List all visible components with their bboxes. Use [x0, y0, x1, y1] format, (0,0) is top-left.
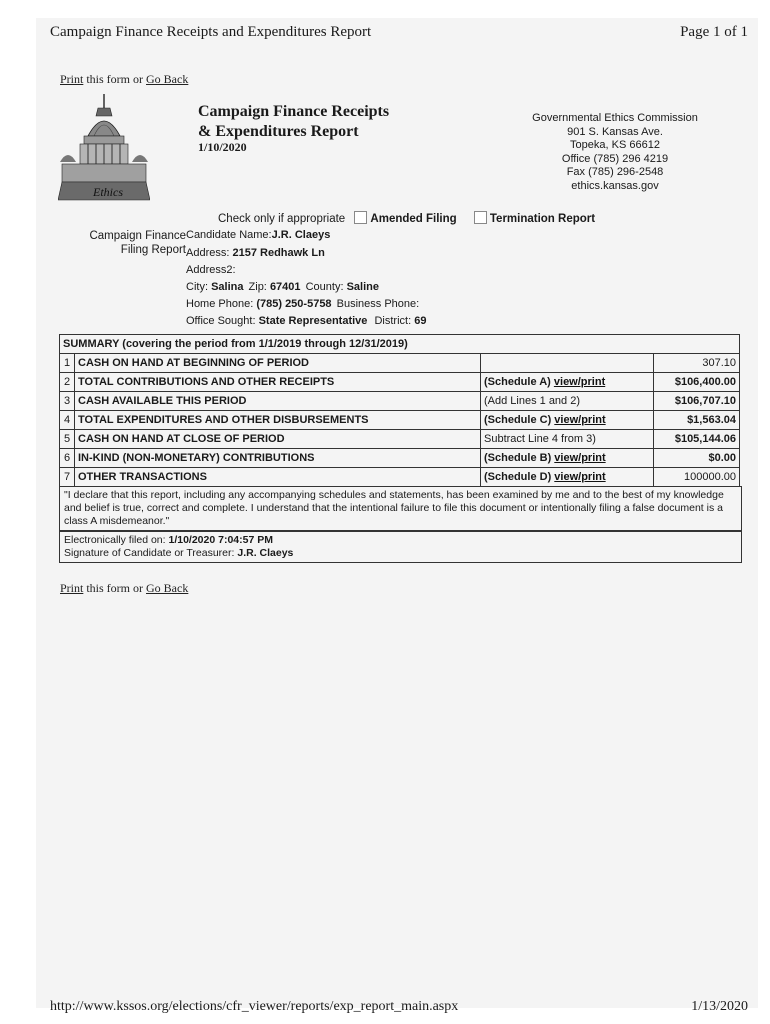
schedule-text: Subtract Line 4 from 3) — [484, 433, 596, 445]
top-nav — [60, 72, 188, 87]
report-date: 1/10/2020 — [198, 140, 247, 154]
nav-text-bottom: this form or — [83, 581, 147, 595]
summary-schedule-cell — [481, 354, 654, 373]
filing-report-label-line1: Campaign Finance — [89, 230, 186, 242]
filing-report-label — [86, 229, 186, 257]
check-prefix: Check only if appropriate — [218, 213, 346, 225]
termination-report-checkbox[interactable] — [474, 211, 487, 224]
candidate-address: 2157 Redhawk Ln — [232, 247, 325, 259]
summary-amount: $0.00 — [654, 449, 740, 468]
candidate-address2-line — [186, 264, 236, 276]
schedule-text: (Schedule D) — [484, 471, 555, 483]
schedule-view-print-link[interactable]: view/print — [554, 471, 606, 483]
summary-line-number: 6 — [60, 449, 75, 468]
summary-line-label: CASH AVAILABLE THIS PERIOD — [75, 392, 481, 411]
district-value: 69 — [414, 315, 427, 327]
summary-schedule-cell — [481, 449, 654, 468]
candidate-city-line — [186, 281, 379, 293]
schedule-view-print-link[interactable]: view/print — [554, 452, 606, 464]
office-sought-value: State Representative — [258, 315, 368, 327]
summary-row — [60, 468, 740, 487]
efile-value: 1/10/2020 7:04:57 PM — [168, 534, 273, 546]
footer-date: 1/13/2020 — [691, 999, 748, 1014]
schedule-text: (Schedule A) — [484, 376, 554, 388]
go-back-link[interactable]: Go Back — [146, 72, 189, 86]
commission-address-block — [520, 112, 710, 193]
county-value: Saline — [346, 281, 379, 293]
business-phone-label: Business Phone: — [336, 298, 420, 310]
summary-row — [60, 373, 740, 392]
commission-office-phone: Office (785) 296 4219 — [561, 152, 669, 165]
report-title-line2: & Expenditures Report — [198, 123, 359, 140]
signature-value: J.R. Claeys — [237, 547, 294, 559]
signature-label: Signature of Candidate or Treasurer: — [64, 547, 235, 559]
city-value: Salina — [211, 281, 244, 293]
candidate-name: J.R. Claeys — [271, 229, 331, 241]
summary-amount: 307.10 — [654, 354, 740, 373]
candidate-office-line — [186, 315, 426, 327]
summary-line-label: IN-KIND (NON-MONETARY) CONTRIBUTIONS — [75, 449, 481, 468]
commission-street: 901 S. Kansas Ave. — [567, 125, 663, 138]
candidate-address2-label: Address2: — [186, 264, 236, 276]
home-phone-value: (785) 250-5758 — [256, 298, 332, 310]
electronic-filing-block — [59, 531, 742, 563]
summary-row — [60, 354, 740, 373]
go-back-link-bottom[interactable]: Go Back — [146, 581, 189, 595]
summary-amount: 100000.00 — [654, 468, 740, 487]
zip-label: Zip: — [248, 281, 267, 293]
candidate-address-line — [186, 247, 325, 259]
zip-value: 67401 — [269, 281, 301, 293]
summary-line-label: CASH ON HAND AT BEGINNING OF PERIOD — [75, 354, 481, 373]
summary-line-number: 3 — [60, 392, 75, 411]
filing-type-checks — [218, 211, 595, 225]
summary-table — [59, 334, 740, 487]
signature-line — [64, 547, 737, 560]
schedule-text: (Add Lines 1 and 2) — [484, 395, 581, 407]
summary-amount: $1,563.04 — [654, 411, 740, 430]
bottom-nav — [60, 581, 188, 596]
summary-amount: $105,144.06 — [654, 430, 740, 449]
declaration-statement: "I declare that this report, including any accompanying schedules and statements, has been examined by me and to the best of my knowledge and belief is true, correct and complete. I understand that the intentional failure to file this document or intentionally filing a false document is a class A misdemeanor." — [59, 486, 742, 531]
commission-city: Topeka, KS 66612 — [570, 139, 660, 151]
summary-line-label: TOTAL CONTRIBUTIONS AND OTHER RECEIPTS — [75, 373, 481, 392]
summary-row — [60, 411, 740, 430]
home-phone-label: Home Phone: — [186, 298, 254, 310]
city-label: City: — [186, 281, 208, 293]
summary-row — [60, 449, 740, 468]
amended-filing-label: Amended Filing — [370, 213, 457, 225]
summary-amount: $106,400.00 — [654, 373, 740, 392]
summary-line-label: OTHER TRANSACTIONS — [75, 468, 481, 487]
print-link-bottom[interactable]: Print — [60, 581, 84, 595]
summary-line-number: 1 — [60, 354, 75, 373]
capitol-building-seal-icon — [58, 92, 150, 204]
summary-header: SUMMARY (covering the period from 1/1/2019 through 12/31/2019) — [60, 335, 740, 354]
print-link[interactable]: Print — [60, 72, 84, 86]
commission-fax: Fax (785) 296-2548 — [566, 166, 664, 178]
summary-line-label: TOTAL EXPENDITURES AND OTHER DISBURSEMENTS — [75, 411, 481, 430]
summary-line-number: 4 — [60, 411, 75, 430]
schedule-view-print-link[interactable]: view/print — [553, 376, 606, 388]
nav-text: this form or — [83, 72, 147, 86]
candidate-address-label: Address: — [186, 247, 230, 259]
summary-schedule-cell — [481, 430, 654, 449]
schedule-text: (Schedule C) — [484, 414, 555, 426]
candidate-phone-line — [186, 298, 419, 310]
report-title-line1: Campaign Finance Receipts — [198, 103, 390, 120]
page-number: Page 1 of 1 — [680, 24, 748, 40]
amended-filing-checkbox[interactable] — [354, 211, 367, 224]
summary-line-number: 2 — [60, 373, 75, 392]
summary-header-row — [60, 335, 740, 354]
office-sought-label: Office Sought: — [186, 315, 256, 327]
seal-text: Ethics — [93, 185, 123, 199]
summary-schedule-cell — [481, 373, 654, 392]
county-label: County: — [305, 281, 344, 293]
district-label: District: — [374, 315, 412, 327]
efile-line — [64, 534, 737, 547]
candidate-name-line — [186, 229, 330, 241]
summary-schedule-cell — [481, 392, 654, 411]
filing-report-label-line2: Filing Report — [120, 244, 186, 256]
summary-row — [60, 430, 740, 449]
summary-row — [60, 392, 740, 411]
footer-url: http://www.kssos.org/elections/cfr_viewer/reports/exp_report_main.aspx — [50, 999, 459, 1014]
summary-schedule-cell — [481, 411, 654, 430]
schedule-view-print-link[interactable]: view/print — [554, 414, 606, 426]
schedule-text: (Schedule B) — [484, 452, 555, 464]
candidate-name-label: Candidate Name: — [186, 229, 272, 241]
summary-line-label: CASH ON HAND AT CLOSE OF PERIOD — [75, 430, 481, 449]
efile-label: Electronically filed on: — [64, 534, 166, 546]
termination-report-label: Termination Report — [489, 213, 596, 225]
commission-name: Governmental Ethics Commission — [532, 112, 698, 124]
summary-line-number: 5 — [60, 430, 75, 449]
summary-amount: $106,707.10 — [654, 392, 740, 411]
summary-line-number: 7 — [60, 468, 75, 487]
commission-website: ethics.kansas.gov — [571, 179, 659, 192]
page-header-title: Campaign Finance Receipts and Expenditures Report — [50, 24, 372, 40]
report-title — [198, 102, 389, 142]
summary-schedule-cell — [481, 468, 654, 487]
